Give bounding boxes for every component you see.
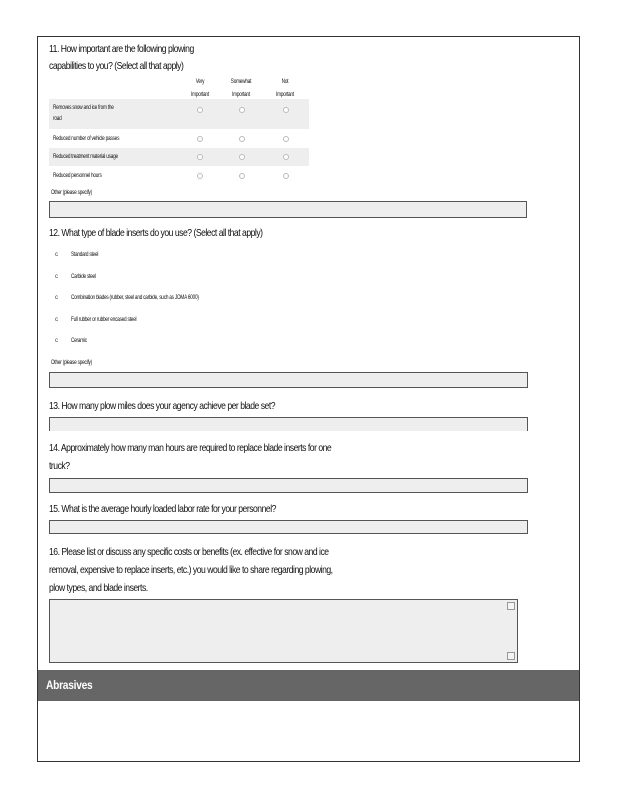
- q14-title-line2: truck?: [49, 460, 70, 472]
- scroll-up-icon[interactable]: [507, 602, 515, 610]
- q12-option-4-label: Full rubber or rubber encased steel: [71, 316, 137, 323]
- q11-row-2: [49, 130, 309, 148]
- q14-input[interactable]: [49, 478, 528, 493]
- q11-row-4-label: Reduced personnel hours: [53, 172, 102, 179]
- checkbox-icon[interactable]: c: [55, 317, 58, 323]
- q12-title: 12. What type of blade inserts do you use? (Select all that apply): [49, 227, 263, 239]
- q11-row-4: [49, 167, 309, 185]
- q11-row-3-label: Reduced treatment material usage: [53, 153, 118, 160]
- q11-row-2-label: Reduced number of vehicle passes: [53, 135, 120, 142]
- q12-option-3-label: Combination blades (rubber, steel and carbide, such as JOMA 6000): [71, 294, 199, 301]
- q14-title-line1: 14. Approximately how many man hours are required to replace blade inserts for one: [49, 442, 332, 454]
- checkbox-icon[interactable]: c: [55, 295, 58, 301]
- q11-row-1: [49, 99, 309, 129]
- q11-other-label: Other (please specify): [51, 189, 93, 196]
- q11-row-2-not-radio[interactable]: [283, 136, 289, 142]
- q12-option-5-label: Ceramic: [71, 337, 87, 344]
- q16-title-line1: 16. Please list or discuss any specific costs or benefits (ex. effective for snow and ice: [49, 546, 329, 558]
- q12-option-2-label: Carbide steel: [71, 273, 96, 280]
- q16-title-line3: plow types, and blade inserts.: [49, 582, 148, 594]
- q11-col-not-important: Not Important: [276, 78, 294, 98]
- checkbox-icon[interactable]: c: [55, 252, 58, 258]
- q11-row-1-label-2: road: [53, 115, 62, 122]
- checkbox-icon[interactable]: c: [55, 338, 58, 344]
- q11-row-4-not-radio[interactable]: [283, 173, 289, 179]
- q11-other-input[interactable]: [49, 201, 527, 218]
- q11-row-3: [49, 148, 309, 166]
- q11-row-1-somewhat-radio[interactable]: [239, 107, 245, 113]
- q15-title: 15. What is the average hourly loaded labor rate for your personnel?: [49, 503, 276, 515]
- q13-title: 13. How many plow miles does your agency achieve per blade set?: [49, 400, 276, 412]
- q11-row-4-very-radio[interactable]: [197, 173, 203, 179]
- checkbox-icon[interactable]: c: [55, 274, 58, 280]
- q12-option-1-label: Standard steel: [71, 251, 99, 258]
- q11-row-4-somewhat-radio[interactable]: [239, 173, 245, 179]
- q11-title-line2: capabilities to you? (Select all that apply): [49, 60, 184, 72]
- q11-col-very-important: Very Important: [191, 78, 209, 98]
- q16-textarea-content: [50, 600, 505, 662]
- q11-col-somewhat-important: Somewhat Important: [230, 78, 252, 98]
- q11-row-1-label: Removes snow and ice from the: [53, 104, 114, 111]
- q11-row-1-not-radio[interactable]: [283, 107, 289, 113]
- q11-row-3-very-radio[interactable]: [197, 154, 203, 160]
- q16-title-line2: removal, expensive to replace inserts, etc.) you would like to share regarding plowing,: [49, 564, 333, 576]
- q11-row-3-somewhat-radio[interactable]: [239, 154, 245, 160]
- q11-row-1-very-radio[interactable]: [197, 107, 203, 113]
- q12-other-input[interactable]: [49, 372, 528, 388]
- q15-input[interactable]: [49, 520, 528, 534]
- section-header-bar: [38, 670, 579, 701]
- q11-row-2-very-radio[interactable]: [197, 136, 203, 142]
- q11-row-3-not-radio[interactable]: [283, 154, 289, 160]
- q16-textarea[interactable]: [49, 599, 518, 663]
- q12-other-label: Other (please specify): [51, 359, 93, 366]
- q11-row-2-somewhat-radio[interactable]: [239, 136, 245, 142]
- q13-input[interactable]: [49, 417, 528, 431]
- scroll-down-icon[interactable]: [507, 652, 515, 660]
- q11-title-line1: 11. How important are the following plowing: [49, 43, 194, 55]
- section-title: Abrasives: [46, 678, 93, 692]
- survey-page: [37, 36, 580, 762]
